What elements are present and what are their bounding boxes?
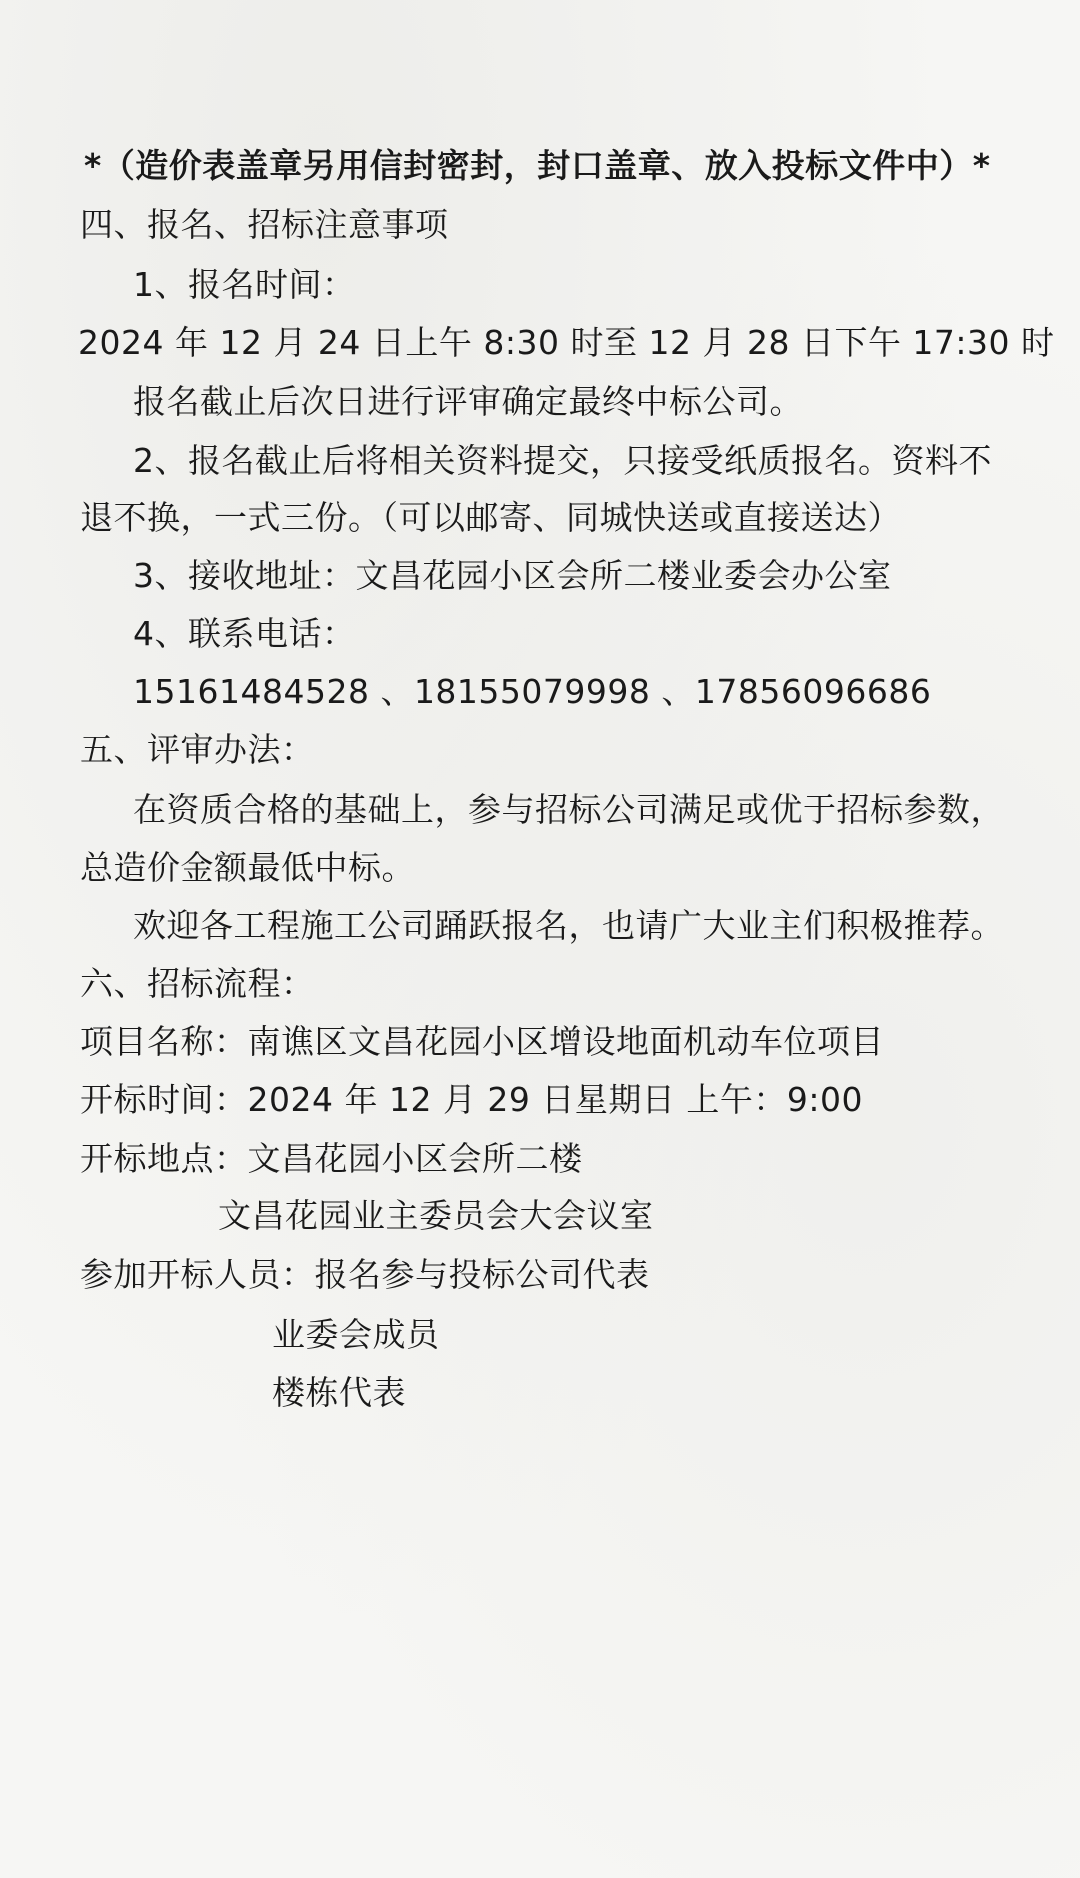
- section-6-heading: 六、招标流程：: [80, 964, 315, 1003]
- attendees-line-1: 参加开标人员：报名参与投标公司代表: [80, 1255, 650, 1294]
- sealing-notice: *（造价表盖章另用信封密封，封口盖章、放入投标文件中）*: [84, 146, 991, 185]
- contact-phone-numbers: 15161484528 、18155079998 、17856096686: [133, 672, 932, 711]
- contact-phone-label: 4、联系电话：: [133, 614, 356, 653]
- opening-place-line-2: 文昌花园业主委员会大会议室: [218, 1196, 654, 1235]
- section-5-heading: 五、评审办法：: [80, 730, 315, 769]
- registration-time-range: 2024 年 12 月 24 日上午 8:30 时至 12 月 28 日下午 17:30 时: [78, 323, 1055, 362]
- invitation-line: 欢迎各工程施工公司踊跃报名，也请广大业主们积极推荐。: [133, 906, 1004, 945]
- evaluation-line-2: 总造价金额最低中标。: [80, 848, 415, 887]
- attendees-line-2: 业委会成员: [272, 1315, 440, 1354]
- evaluation-line-1: 在资质合格的基础上，参与招标公司满足或优于招标参数，: [133, 790, 1004, 829]
- registration-time-label: 1、报名时间：: [133, 265, 356, 304]
- attendees-line-3: 楼栋代表: [272, 1373, 406, 1412]
- review-note: 报名截止后次日进行评审确定最终中标公司。: [133, 382, 803, 421]
- submission-rule-line-2: 退不换，一式三份。（可以邮寄、同城快送或直接送达）: [80, 498, 901, 537]
- section-4-heading: 四、报名、招标注意事项: [80, 205, 449, 244]
- project-name: 项目名称：南谯区文昌花园小区增设地面机动车位项目: [80, 1022, 884, 1061]
- opening-time: 开标时间：2024 年 12 月 29 日星期日 上午：9:00: [80, 1080, 864, 1119]
- opening-place-line-1: 开标地点：文昌花园小区会所二楼: [80, 1139, 583, 1178]
- submission-rule-line-1: 2、报名截止后将相关资料提交，只接受纸质报名。资料不: [133, 441, 992, 480]
- receiving-address: 3、接收地址：文昌花园小区会所二楼业委会办公室: [133, 556, 892, 595]
